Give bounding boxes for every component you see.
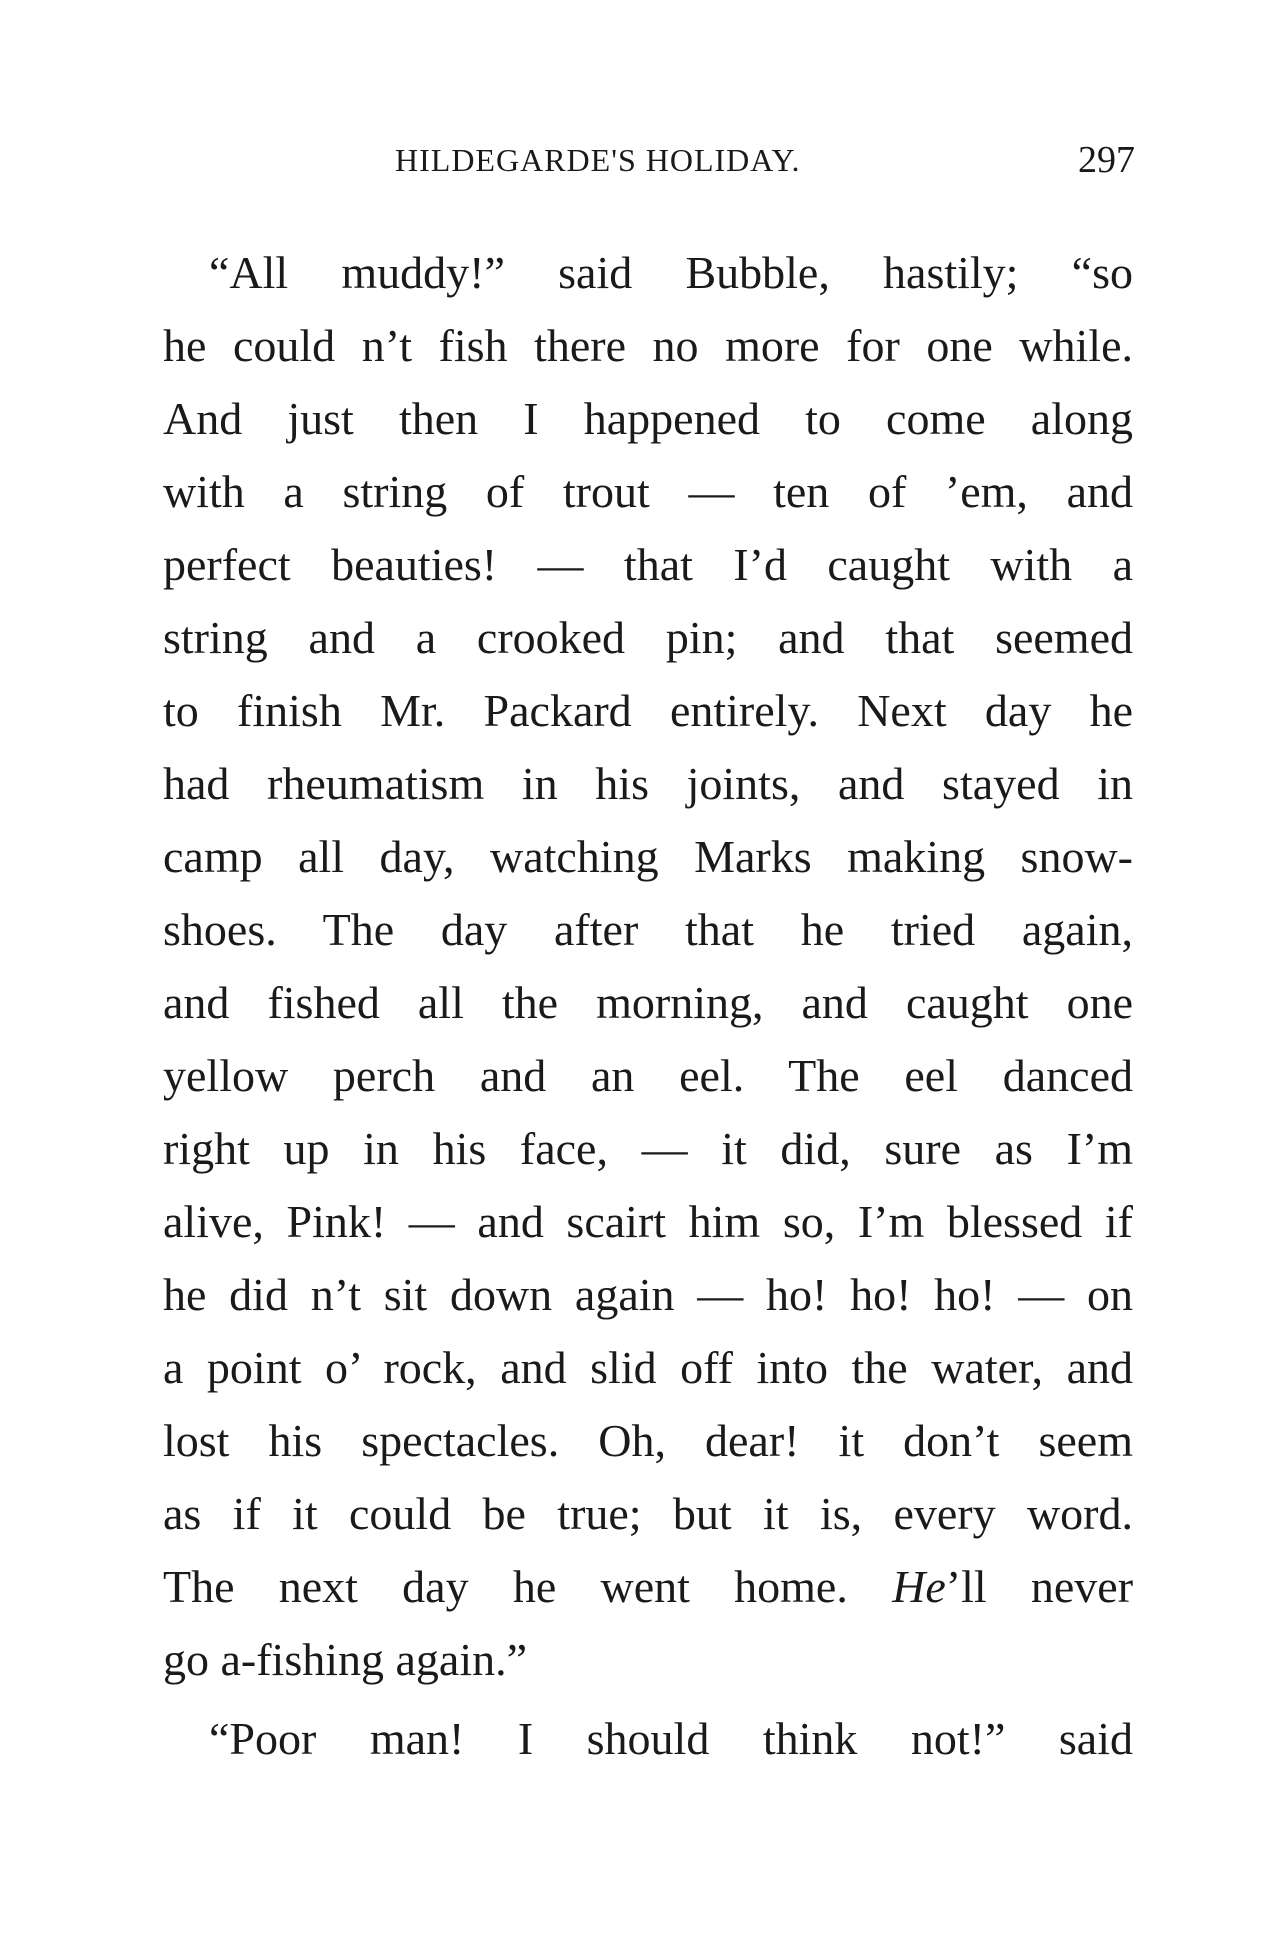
text-line: camp all day, watching Marks making snow- xyxy=(163,831,1133,882)
text-segment: The next day he went home. xyxy=(163,1561,848,1612)
text-line: “All muddy!” said Bubble, hastily; “so xyxy=(209,247,1133,298)
text-line: to finish Mr. Packard entirely. Next day he xyxy=(163,685,1133,736)
body-text xyxy=(163,236,1133,1775)
text-line: string and a crooked pin; and that seemed xyxy=(163,612,1133,663)
text-line: and fished all the morning, and caught one xyxy=(163,977,1133,1028)
text-line: he could n’t fish there no more for one while. xyxy=(163,320,1133,371)
page-number: 297 xyxy=(1078,139,1135,181)
text-line: go a-fishing again.” xyxy=(163,1634,528,1685)
text-line: “Poor man! I should think not!” said xyxy=(209,1713,1133,1764)
text-line: had rheumatism in his joints, and stayed in xyxy=(163,758,1133,809)
text-line: And just then I happened to come along xyxy=(163,393,1133,444)
text-line: right up in his face, — it did, sure as I’m xyxy=(163,1123,1133,1174)
text-line: shoes. The day after that he tried again, xyxy=(163,904,1133,955)
text-segment: ’ll never xyxy=(945,1561,1134,1612)
text-line: a point o’ rock, and slid off into the water, and xyxy=(163,1342,1133,1393)
text-line: with a string of trout — ten of ’em, and xyxy=(163,466,1133,517)
text-line: lost his spectacles. Oh, dear! it don’t seem xyxy=(163,1415,1133,1466)
running-header xyxy=(163,139,1135,192)
running-title: HILDEGARDE'S HOLIDAY. xyxy=(395,142,801,178)
text-line xyxy=(163,1550,1133,1623)
text-line: alive, Pink! — and scairt him so, I’m blessed if xyxy=(163,1196,1133,1247)
text-line: yellow perch and an eel. The eel danced xyxy=(163,1050,1133,1101)
italic-emphasis: He xyxy=(892,1561,946,1612)
text-line: he did n’t sit down again — ho! ho! ho! — on xyxy=(163,1269,1133,1320)
text-line: perfect beauties! — that I’d caught with a xyxy=(163,539,1133,590)
text-line: as if it could be true; but it is, every word. xyxy=(163,1488,1133,1539)
